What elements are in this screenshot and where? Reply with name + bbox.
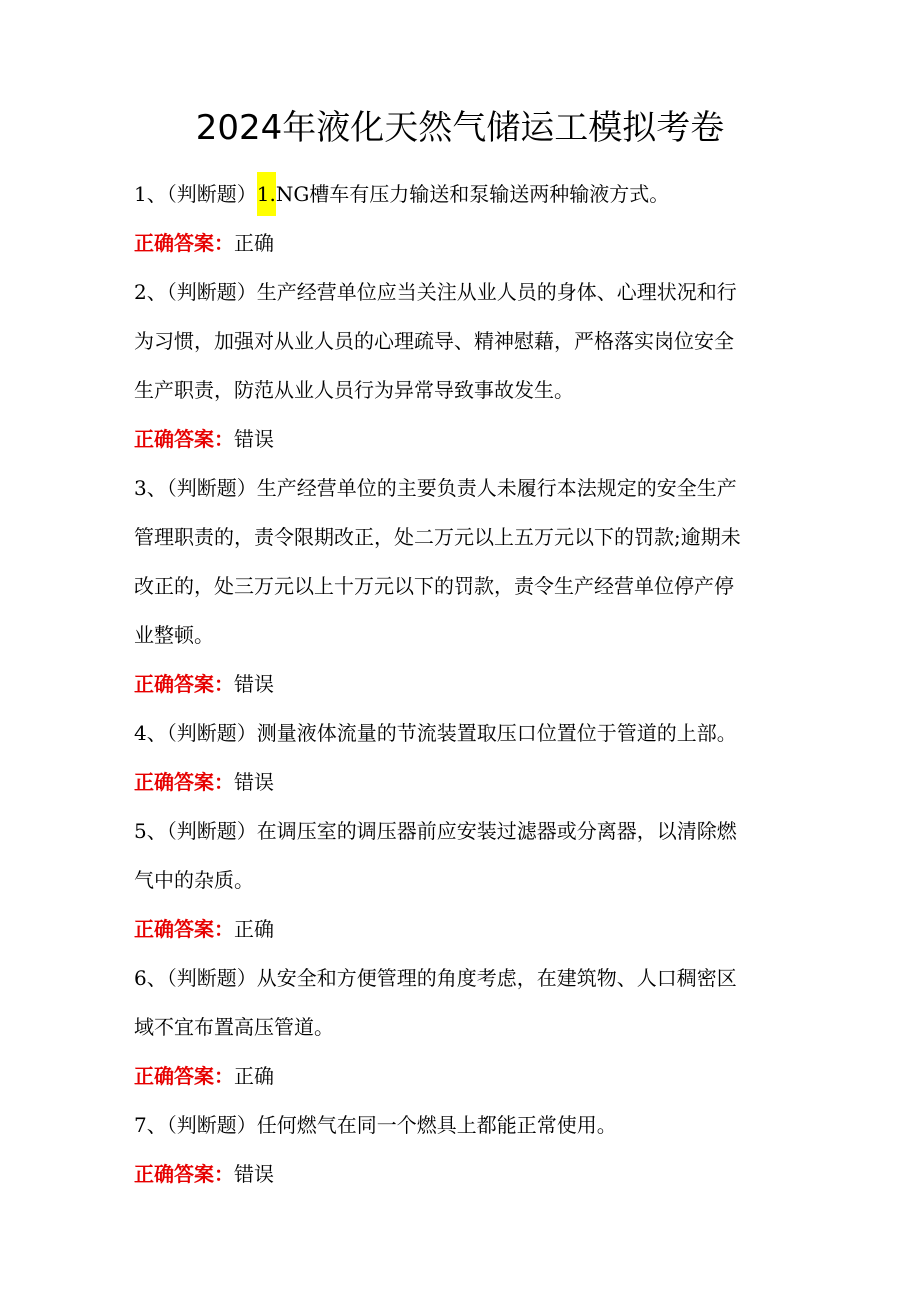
answer-value: 错误 bbox=[234, 770, 274, 794]
question-number: 7、 bbox=[134, 1113, 167, 1137]
answer-value: 正确 bbox=[234, 231, 274, 255]
question-2 bbox=[134, 268, 790, 464]
question-line bbox=[134, 807, 790, 856]
answer-value: 错误 bbox=[234, 1162, 274, 1186]
question-line bbox=[134, 1003, 790, 1052]
question-number: 3、 bbox=[134, 476, 167, 500]
answer-line bbox=[134, 1150, 790, 1199]
question-text: 生产职责，防范从业人员行为异常导致事故发生。 bbox=[134, 378, 574, 402]
answer-label: 正确答案： bbox=[134, 1064, 234, 1088]
question-6 bbox=[134, 954, 790, 1101]
question-list bbox=[134, 170, 790, 1199]
answer-value: 正确 bbox=[234, 1064, 274, 1088]
answer-label: 正确答案： bbox=[134, 770, 234, 794]
question-line bbox=[134, 170, 790, 219]
question-number: 5、 bbox=[134, 819, 167, 843]
question-type: （判断题） bbox=[166, 721, 257, 745]
answer-line bbox=[134, 219, 790, 268]
answer-label: 正确答案： bbox=[134, 672, 234, 696]
question-line bbox=[134, 268, 790, 317]
question-text: 生产经营单位的主要负责人未履行本法规定的安全生产 bbox=[256, 476, 737, 500]
question-type: （判断题） bbox=[166, 280, 257, 304]
answer-value: 正确 bbox=[234, 917, 274, 941]
question-number: 4、 bbox=[134, 721, 167, 745]
question-text: 任何燃气在同一个燃具上都能正常使用。 bbox=[256, 1113, 617, 1137]
answer-line bbox=[134, 1052, 790, 1101]
question-line bbox=[134, 954, 790, 1003]
answer-line bbox=[134, 758, 790, 807]
answer-line bbox=[134, 660, 790, 709]
question-number: 2、 bbox=[134, 280, 167, 304]
answer-label: 正确答案： bbox=[134, 917, 234, 941]
question-text: 域不宜布置高压管道。 bbox=[134, 1015, 334, 1039]
question-7 bbox=[134, 1101, 790, 1199]
question-number: 6、 bbox=[134, 966, 167, 990]
question-line bbox=[134, 513, 790, 562]
question-type: （判断题） bbox=[166, 182, 257, 206]
page-title: 2024年液化天然气储运工模拟考卷 bbox=[195, 108, 725, 148]
question-text: 气中的杂质。 bbox=[134, 868, 254, 892]
question-line bbox=[134, 611, 790, 660]
question-text: 测量液体流量的节流装置取压口位置位于管道的上部。 bbox=[256, 721, 737, 745]
question-type: （判断题） bbox=[166, 966, 257, 990]
question-line bbox=[134, 366, 790, 415]
answer-value: 错误 bbox=[234, 672, 274, 696]
answer-label: 正确答案： bbox=[134, 231, 234, 255]
question-text: 为习惯，加强对从业人员的心理疏导、精神慰藉，严格落实岗位安全 bbox=[134, 329, 734, 353]
answer-label: 正确答案： bbox=[134, 427, 234, 451]
answer-value: 错误 bbox=[234, 427, 274, 451]
question-line bbox=[134, 1101, 790, 1150]
answer-line bbox=[134, 905, 790, 954]
question-type: （判断题） bbox=[166, 476, 257, 500]
question-line bbox=[134, 856, 790, 905]
question-5 bbox=[134, 807, 790, 954]
question-text: 生产经营单位应当关注从业人员的身体、心理状况和行 bbox=[256, 280, 737, 304]
question-line bbox=[134, 317, 790, 366]
question-text: 业整顿。 bbox=[134, 623, 214, 647]
question-line bbox=[134, 562, 790, 611]
question-number: 1、 bbox=[134, 182, 167, 206]
question-3 bbox=[134, 464, 790, 709]
question-text: NG槽车有压力输送和泵输送两种输液方式。 bbox=[275, 182, 670, 206]
question-4 bbox=[134, 709, 790, 807]
question-line bbox=[134, 709, 790, 758]
question-type: （判断题） bbox=[166, 1113, 257, 1137]
question-text: 改正的，处三万元以上十万元以下的罚款，责令生产经营单位停产停 bbox=[134, 574, 734, 598]
answer-label: 正确答案： bbox=[134, 1162, 234, 1186]
highlighted-text: 1. bbox=[257, 172, 276, 216]
question-text: 在调压室的调压器前应安装过滤器或分离器，以清除燃 bbox=[256, 819, 737, 843]
question-text: 从安全和方便管理的角度考虑，在建筑物、人口稠密区 bbox=[256, 966, 737, 990]
question-text: 管理职责的，责令限期改正，处二万元以上五万元以下的罚款;逾期未 bbox=[134, 525, 741, 549]
question-type: （判断题） bbox=[166, 819, 257, 843]
question-1 bbox=[134, 170, 790, 268]
answer-line bbox=[134, 415, 790, 464]
question-line bbox=[134, 464, 790, 513]
